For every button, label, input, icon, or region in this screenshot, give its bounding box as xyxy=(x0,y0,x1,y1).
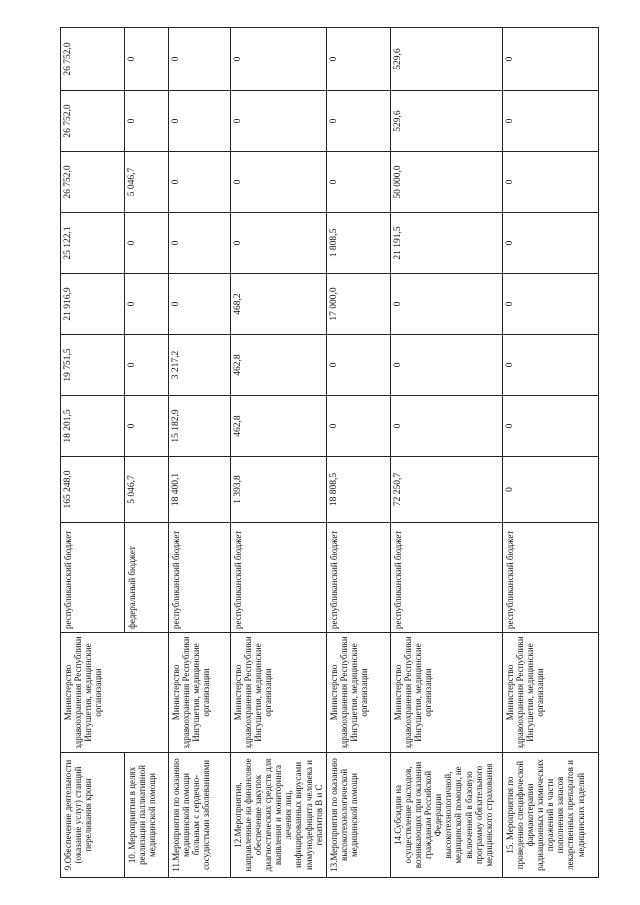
rotated-page xyxy=(60,38,586,878)
value-cell: 0 xyxy=(327,152,391,213)
table-row xyxy=(503,28,599,878)
source-cell: республиканский бюджет xyxy=(231,523,327,633)
value-cell: 0 xyxy=(503,91,599,152)
value-cell: 0 xyxy=(169,28,231,91)
executor-cell: Министерство здравоохранения Республики Ингушетия, медицинские организации xyxy=(231,633,327,753)
value-cell: 26 752,0 xyxy=(61,91,125,152)
table-row xyxy=(327,28,391,878)
value-cell: 18 400,1 xyxy=(169,457,231,523)
value-cell: 21 916,9 xyxy=(61,274,125,335)
value-cell: 0 xyxy=(327,335,391,396)
value-cell: 0 xyxy=(169,213,231,274)
source-cell: республиканский бюджет xyxy=(169,523,231,633)
value-cell: 17 000,0 xyxy=(327,274,391,335)
value-cell: 3 217,2 xyxy=(169,335,231,396)
executor-cell: Министерство здравоохранения Республики Ингушетия, медицинские организации xyxy=(61,633,169,753)
value-cell: 0 xyxy=(503,335,599,396)
value-cell: 0 xyxy=(125,335,169,396)
table-row xyxy=(61,28,125,878)
value-cell: 0 xyxy=(503,28,599,91)
value-cell: 529,6 xyxy=(391,91,503,152)
value-cell: 26 752,0 xyxy=(61,28,125,91)
value-cell: 5 046,7 xyxy=(125,152,169,213)
event-cell: 15. Мероприятия по проведению специфической фармакотерапии радиационных и химических поражений в части пополнения запасов лекарственных препаратов и медицинских изделий xyxy=(503,753,599,878)
executor-cell: Министерство здравоохранения Республики Ингушетия, медицинские организации xyxy=(169,633,231,753)
value-cell: 19 751,5 xyxy=(61,335,125,396)
source-cell: республиканский бюджет xyxy=(327,523,391,633)
executor-cell: Министерство здравоохранения Республики Ингушетия, медицинские организации xyxy=(391,633,503,753)
value-cell: 0 xyxy=(169,274,231,335)
value-cell: 0 xyxy=(503,274,599,335)
event-cell: 12.Мероприятия, направленные на финансовое обеспечение закупок диагностических средств для выявления и мониторинга лечения лиц, инфицированных вирусами иммунодефицита человека и гепатитов B и C xyxy=(231,753,327,878)
value-cell: 0 xyxy=(503,213,599,274)
value-cell: 0 xyxy=(231,91,327,152)
value-cell: 0 xyxy=(125,274,169,335)
value-cell: 0 xyxy=(231,213,327,274)
table-row xyxy=(231,28,327,878)
source-cell: республиканский бюджет xyxy=(61,523,125,633)
event-cell: 13.Мероприятия по оказанию высокотехнологической медицинской помощи xyxy=(327,753,391,878)
value-cell: 0 xyxy=(327,396,391,457)
value-cell: 1 808,5 xyxy=(327,213,391,274)
value-cell: 0 xyxy=(503,457,599,523)
value-cell: 0 xyxy=(169,152,231,213)
value-cell: 26 752,0 xyxy=(61,152,125,213)
value-cell: 72 250,7 xyxy=(391,457,503,523)
executor-cell: Министерство здравоохранения Республики Ингушетия, медицинские организации xyxy=(503,633,599,753)
value-cell: 462,8 xyxy=(231,335,327,396)
value-cell: 50 000,0 xyxy=(391,152,503,213)
value-cell: 0 xyxy=(125,28,169,91)
value-cell: 0 xyxy=(125,91,169,152)
value-cell: 0 xyxy=(391,335,503,396)
event-cell: 9.Обеспечение деятельности (оказание услуг) станций переливания крови xyxy=(61,753,125,878)
value-cell: 0 xyxy=(231,152,327,213)
value-cell: 529,6 xyxy=(391,28,503,91)
value-cell: 468,2 xyxy=(231,274,327,335)
value-cell: 1 393,8 xyxy=(231,457,327,523)
table-row xyxy=(169,28,231,878)
value-cell: 0 xyxy=(125,396,169,457)
value-cell: 0 xyxy=(391,396,503,457)
table-row xyxy=(391,28,503,878)
value-cell: 0 xyxy=(231,28,327,91)
value-cell: 0 xyxy=(327,91,391,152)
source-cell: республиканский бюджет xyxy=(391,523,503,633)
value-cell: 18 808,5 xyxy=(327,457,391,523)
value-cell: 21 191,5 xyxy=(391,213,503,274)
value-cell: 5 046,7 xyxy=(125,457,169,523)
value-cell: 25 122,1 xyxy=(61,213,125,274)
source-cell: республиканский бюджет xyxy=(503,523,599,633)
value-cell: 0 xyxy=(327,28,391,91)
budget-table xyxy=(60,27,599,878)
value-cell: 462,8 xyxy=(231,396,327,457)
executor-cell: Министерство здравоохранения Республики Ингушетия, медицинские организации xyxy=(327,633,391,753)
value-cell: 0 xyxy=(169,91,231,152)
value-cell: 18 201,5 xyxy=(61,396,125,457)
source-cell: федеральный бюджет xyxy=(125,523,169,633)
value-cell: 165 248,0 xyxy=(61,457,125,523)
value-cell: 0 xyxy=(503,396,599,457)
value-cell: 0 xyxy=(391,274,503,335)
value-cell: 0 xyxy=(503,152,599,213)
value-cell: 0 xyxy=(125,213,169,274)
event-cell: 14.Субсидии на осуществление расходов, возникающих при оказании гражданам Российской Федерации высокотехнологичной, медицинской помощи, не включенной в базовую программу обязательного медицинского страхования xyxy=(391,753,503,878)
event-cell: 10. Мероприятия в целях реализации паллиативной медицинской помощи xyxy=(125,753,169,878)
event-cell: 11.Мероприятия по оказанию медицинской помощи больным с сердечно-сосудистыми заболеваниями xyxy=(169,753,231,878)
value-cell: 15 182,9 xyxy=(169,396,231,457)
